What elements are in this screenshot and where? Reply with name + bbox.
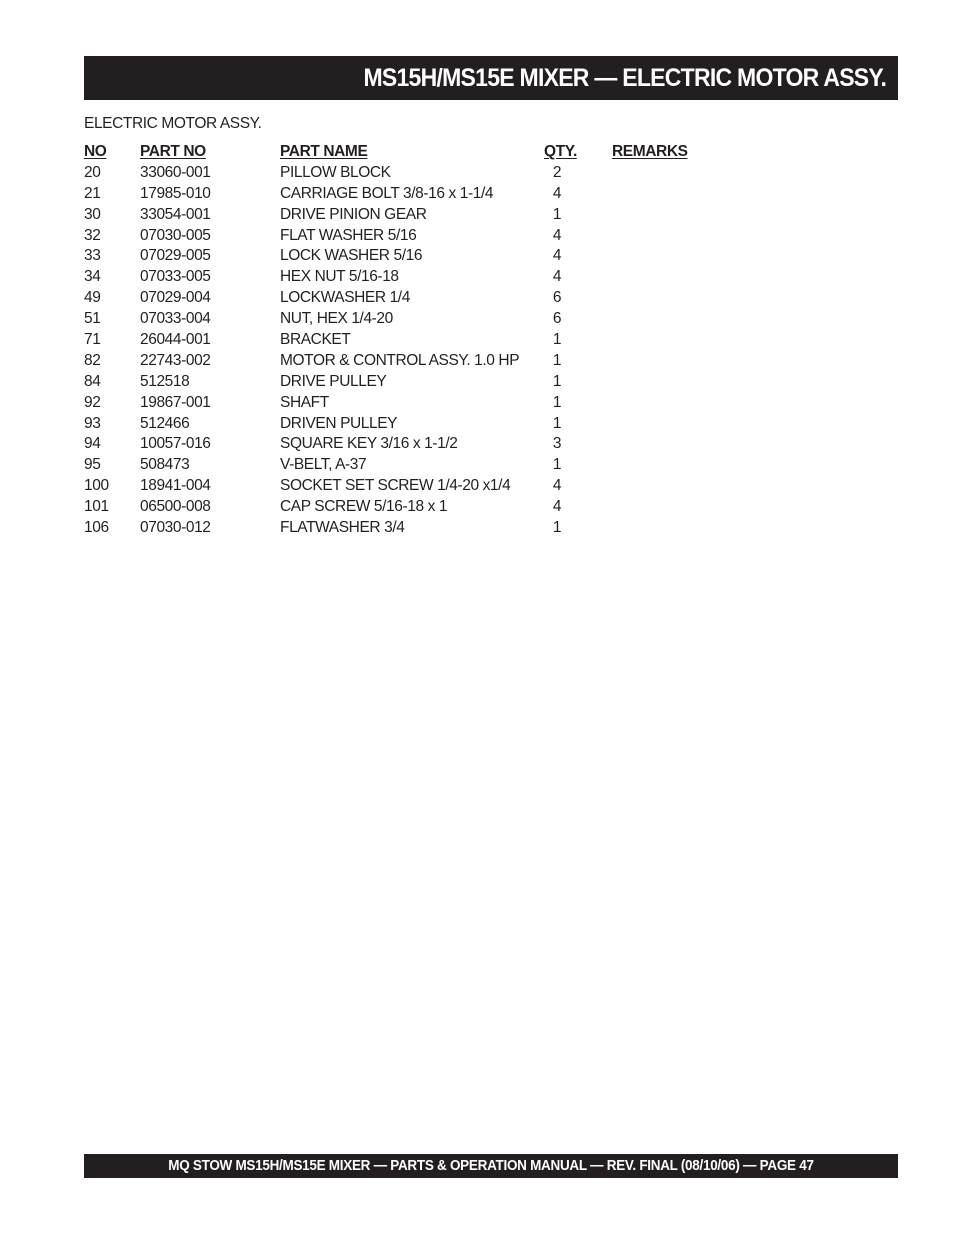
cell-part-no: 07033-004: [140, 310, 211, 328]
cell-part-no: 33054-001: [140, 205, 211, 223]
cell-part-name: DRIVEN PULLEY: [280, 414, 398, 432]
cell-no: 30: [84, 205, 101, 223]
table-row: [84, 226, 704, 247]
cell-qty: 1: [552, 351, 562, 369]
cell-no: 71: [84, 331, 101, 349]
cell-no: 95: [84, 456, 101, 474]
cell-no: 82: [84, 351, 101, 369]
table-header-row: [84, 142, 704, 163]
section-label: ELECTRIC MOTOR ASSY.: [84, 115, 262, 132]
cell-part-no: 06500-008: [140, 498, 211, 516]
cell-part-name: SOCKET SET SCREW 1/4-20 x1/4: [280, 477, 511, 495]
cell-part-no: 17985-010: [140, 184, 211, 202]
cell-qty: 2: [552, 163, 562, 181]
cell-part-no: 18941-004: [140, 477, 211, 495]
cell-part-name: LOCK WASHER 5/16: [280, 247, 423, 265]
cell-part-no: 10057-016: [140, 435, 211, 453]
cell-part-no: 07033-005: [140, 268, 211, 286]
column-header-remarks: REMARKS: [612, 143, 688, 160]
table-row: [84, 163, 704, 184]
cell-part-no: 22743-002: [140, 351, 211, 369]
cell-qty: 4: [552, 247, 562, 265]
table-row: [84, 434, 704, 455]
cell-part-no: 19867-001: [140, 393, 211, 411]
cell-part-name: HEX NUT 5/16-18: [280, 268, 399, 286]
column-header-qty: QTY.: [544, 143, 577, 160]
table-row: [84, 455, 704, 476]
cell-part-no: 07030-012: [140, 519, 211, 537]
column-header-part-no: PART NO: [140, 143, 206, 160]
cell-no: 92: [84, 393, 101, 411]
cell-no: 51: [84, 310, 101, 328]
cell-no: 106: [84, 519, 109, 537]
cell-qty: 1: [552, 393, 562, 411]
cell-no: 84: [84, 372, 101, 390]
cell-qty: 6: [552, 310, 562, 328]
page-footer: MQ STOW MS15H/MS15E MIXER — PARTS & OPERATION MANUAL — REV. FINAL (08/10/06) — PAGE 47: [168, 1158, 814, 1174]
cell-part-name: LOCKWASHER 1/4: [280, 289, 410, 307]
cell-no: 34: [84, 268, 101, 286]
table-row: [84, 393, 704, 414]
cell-part-name: PILLOW BLOCK: [280, 163, 391, 181]
cell-part-no: 512466: [140, 414, 190, 432]
cell-qty: 4: [552, 498, 562, 516]
cell-qty: 1: [552, 456, 562, 474]
table-row: [84, 372, 704, 393]
table-row: [84, 497, 704, 518]
cell-part-name: SQUARE KEY 3/16 x 1-1/2: [280, 435, 458, 453]
table-row: [84, 288, 704, 309]
cell-part-name: FLAT WASHER 5/16: [280, 226, 417, 244]
cell-no: 49: [84, 289, 101, 307]
cell-part-name: NUT, HEX 1/4-20: [280, 310, 393, 328]
column-header-no: NO: [84, 143, 107, 160]
table-row: [84, 518, 704, 539]
table-row: [84, 184, 704, 205]
cell-qty: 4: [552, 226, 562, 244]
table-row: [84, 205, 704, 226]
cell-part-no: 07030-005: [140, 226, 211, 244]
page-title: MS15H/MS15E MIXER — ELECTRIC MOTOR ASSY.: [363, 63, 886, 92]
parts-table: [84, 142, 704, 539]
cell-qty: 1: [552, 372, 562, 390]
cell-part-name: SHAFT: [280, 393, 329, 411]
cell-qty: 6: [552, 289, 562, 307]
cell-no: 93: [84, 414, 101, 432]
cell-no: 21: [84, 184, 101, 202]
cell-qty: 4: [552, 268, 562, 286]
cell-no: 94: [84, 435, 101, 453]
cell-part-name: BRACKET: [280, 331, 351, 349]
cell-qty: 1: [552, 205, 562, 223]
page-footer-bar: [84, 1154, 898, 1178]
cell-qty: 1: [552, 519, 562, 537]
cell-part-no: 508473: [140, 456, 190, 474]
table-row: [84, 267, 704, 288]
table-row: [84, 246, 704, 267]
column-header-part-name: PART NAME: [280, 143, 368, 160]
cell-part-no: 07029-004: [140, 289, 211, 307]
cell-part-name: MOTOR & CONTROL ASSY. 1.0 HP: [280, 351, 520, 369]
cell-no: 100: [84, 477, 109, 495]
table-row: [84, 309, 704, 330]
cell-no: 20: [84, 163, 101, 181]
table-body: [84, 163, 704, 539]
table-row: [84, 330, 704, 351]
cell-no: 33: [84, 247, 101, 265]
cell-part-name: CARRIAGE BOLT 3/8-16 x 1-1/4: [280, 184, 494, 202]
table-row: [84, 476, 704, 497]
cell-part-no: 33060-001: [140, 163, 211, 181]
cell-qty: 4: [552, 184, 562, 202]
page-title-bar: [84, 56, 898, 100]
cell-part-no: 07029-005: [140, 247, 211, 265]
cell-part-name: CAP SCREW 5/16-18 x 1: [280, 498, 448, 516]
cell-part-no: 26044-001: [140, 331, 211, 349]
cell-no: 32: [84, 226, 101, 244]
table-row: [84, 351, 704, 372]
cell-part-name: DRIVE PULLEY: [280, 372, 387, 390]
cell-qty: 1: [552, 414, 562, 432]
cell-part-name: FLATWASHER 3/4: [280, 519, 405, 537]
cell-qty: 4: [552, 477, 562, 495]
cell-part-no: 512518: [140, 372, 190, 390]
cell-qty: 1: [552, 331, 562, 349]
table-row: [84, 414, 704, 435]
cell-part-name: DRIVE PINION GEAR: [280, 205, 427, 223]
cell-part-name: V-BELT, A-37: [280, 456, 367, 474]
cell-qty: 3: [552, 435, 562, 453]
cell-no: 101: [84, 498, 109, 516]
